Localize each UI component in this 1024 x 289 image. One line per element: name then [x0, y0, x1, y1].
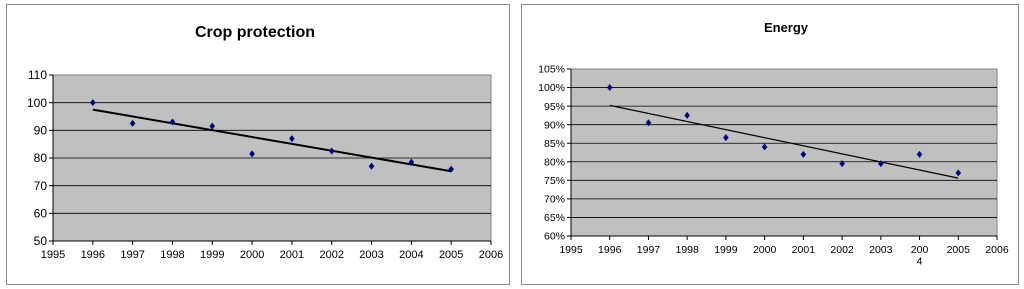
x-tick-label-line: 2005 [946, 244, 970, 256]
x-tick-label [280, 249, 304, 261]
y-tick-label: 70 [33, 178, 47, 193]
x-tick-label [359, 249, 383, 261]
x-tick-label [714, 244, 738, 256]
x-tick-label-line: 1996 [80, 249, 106, 261]
x-tick-label [792, 244, 816, 256]
x-tick-label [160, 249, 184, 261]
x-tick-label-line: 2006 [478, 249, 504, 261]
x-tick-label [479, 249, 503, 261]
y-tick-label: 105% [538, 63, 565, 76]
x-tick-label-line: 1998 [160, 249, 185, 261]
x-tick-label [200, 249, 224, 261]
x-tick-label [911, 244, 929, 268]
y-tick-label: 85% [543, 137, 565, 150]
x-tick-label-line: 1999 [714, 244, 738, 256]
y-tick-label: 110 [27, 68, 47, 83]
y-tick-label: 60 [33, 206, 47, 221]
x-tick-label [240, 249, 264, 261]
crop-protection-chart-svg [7, 5, 509, 284]
x-tick-label-line: 2004 [399, 249, 424, 261]
x-tick-label-line: 2000 [752, 244, 777, 256]
y-tick-label: 50 [33, 234, 47, 249]
x-tick-label [985, 244, 1009, 256]
chart-crop-protection [6, 4, 510, 285]
y-tick-label: 60% [543, 230, 565, 243]
x-tick-label [120, 249, 144, 261]
x-tick-label-line: 1995 [40, 249, 66, 261]
chart-title: Energy [763, 20, 809, 35]
x-tick-label [637, 244, 661, 256]
y-tick-label: 100% [538, 82, 565, 95]
x-tick-label-line: 1999 [200, 249, 225, 261]
x-tick-label [830, 244, 854, 256]
y-tick-label: 75% [543, 175, 565, 188]
energy-chart-svg [522, 5, 1018, 284]
x-tick-label-line: 2002 [830, 244, 854, 256]
x-tick-label-line: 1997 [636, 244, 661, 256]
x-tick-label-line: 2003 [869, 244, 893, 256]
x-tick-label-line: 1998 [675, 244, 699, 256]
x-tick-label [319, 249, 343, 261]
x-tick-label-line: 2000 [239, 249, 265, 261]
x-tick-label-line: 1995 [559, 244, 583, 256]
x-tick-label-line: 2005 [438, 249, 464, 261]
chart-energy [521, 4, 1019, 285]
y-tick-label: 100 [26, 95, 47, 110]
y-tick-label: 90 [33, 123, 47, 138]
x-tick-label [439, 249, 463, 261]
x-tick-label [753, 244, 777, 256]
chart-title: Crop protection [195, 24, 315, 41]
y-tick-label: 70% [543, 193, 565, 206]
x-tick-label-line: 2001 [279, 249, 305, 261]
x-tick-label-line: 2002 [319, 249, 344, 261]
x-tick-label [399, 249, 423, 261]
x-tick-label-line: 1997 [120, 249, 145, 261]
x-tick-label-line: 200 [910, 244, 929, 256]
x-tick-label-line: 1996 [598, 244, 622, 256]
x-tick-label [81, 249, 105, 261]
y-tick-label: 80 [33, 151, 47, 166]
y-tick-label: 95% [543, 100, 565, 113]
x-tick-label-line: 4 [916, 255, 923, 268]
plot-area [571, 69, 997, 236]
y-tick-label: 65% [543, 212, 565, 225]
x-tick-label [676, 244, 700, 256]
y-tick-label: 90% [543, 119, 565, 132]
x-tick-label-line: 2006 [985, 244, 1009, 256]
x-tick-label [869, 244, 893, 256]
x-tick-label [559, 244, 583, 256]
x-tick-label-line: 2003 [359, 249, 384, 261]
x-tick-label-line: 2001 [791, 244, 816, 256]
x-tick-label [947, 244, 971, 256]
y-tick-label: 80% [543, 156, 565, 169]
x-tick-label [41, 249, 65, 261]
x-tick-label [598, 244, 622, 256]
